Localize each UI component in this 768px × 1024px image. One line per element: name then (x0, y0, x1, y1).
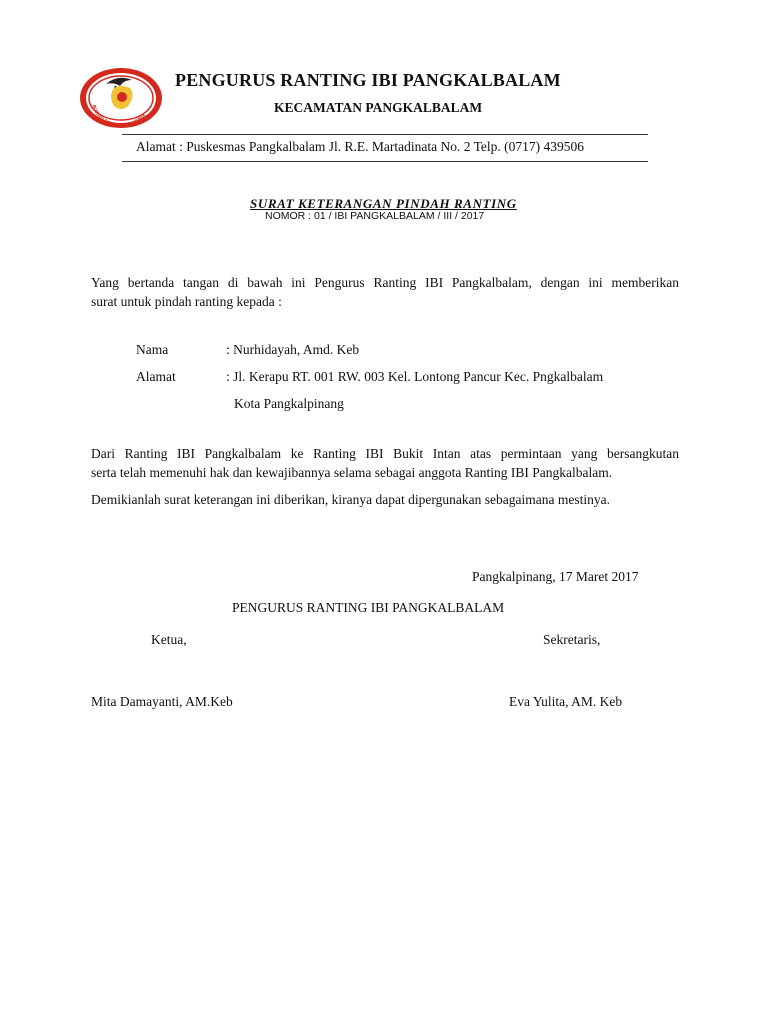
org-address: Alamat : Puskesmas Pangkalbalam Jl. R.E. Martadinata No. 2 Telp. (0717) 439506 (136, 139, 584, 154)
signature-role-chair: Ketua, (151, 632, 187, 647)
signature-org: PENGURUS RANTING IBI PANGKALBALAM (232, 600, 505, 615)
body-line-1: Dari Ranting IBI Pangkalbalam ke Ranting IBI Bukit Intan atas permintaan yang bersangkutan (91, 446, 679, 461)
signature-name-chair: Mita Damayanti, AM.Keb (91, 694, 233, 709)
field-value-alamat: : Jl. Kerapu RT. 001 RW. 003 Kel. Lontong Pancur Kec. Pngkalbalam (226, 369, 604, 384)
address-continuation: Kota Pangkalpinang (234, 396, 344, 411)
place-date: Pangkalpinang, 17 Maret 2017 (472, 569, 639, 584)
document-number: NOMOR : 01 / IBI PANGKALBALAM / III / 2017 (265, 210, 485, 222)
field-value-nama: : Nurhidayah, Amd. Keb (226, 342, 360, 357)
signature-role-secretary: Sekretaris, (543, 632, 601, 647)
logo-text: IKATAN BIDAN INDONESIA (90, 104, 148, 130)
body-line-2: serta telah memenuhi hak dan kewajibannya selama sebagai anggota Ranting IBI Pangkalbalam. (91, 465, 613, 480)
closing-statement: Demikianlah surat keterangan ini diberikan, kiranya dapat dipergunakan sebagaimana mestinya. (91, 492, 610, 507)
document-title: SURAT KETERANGAN PINDAH RANTING (250, 196, 517, 211)
district-name: KECAMATAN PANGKALBALAM (274, 100, 483, 115)
field-label-nama: Nama (136, 342, 169, 357)
intro-line-2: surat untuk pindah ranting kepada : (91, 294, 282, 309)
header-rule-bottom (122, 161, 648, 162)
signature-name-secretary: Eva Yulita, AM. Keb (509, 694, 623, 709)
org-name: PENGURUS RANTING IBI PANGKALBALAM (175, 70, 561, 90)
intro-line-1: Yang bertanda tangan di bawah ini Pengurus Ranting IBI Pangkalbalam, dengan ini memberikan (91, 275, 679, 290)
field-label-alamat: Alamat (136, 369, 176, 384)
ibi-logo (78, 66, 164, 130)
header-rule-top (122, 134, 648, 135)
